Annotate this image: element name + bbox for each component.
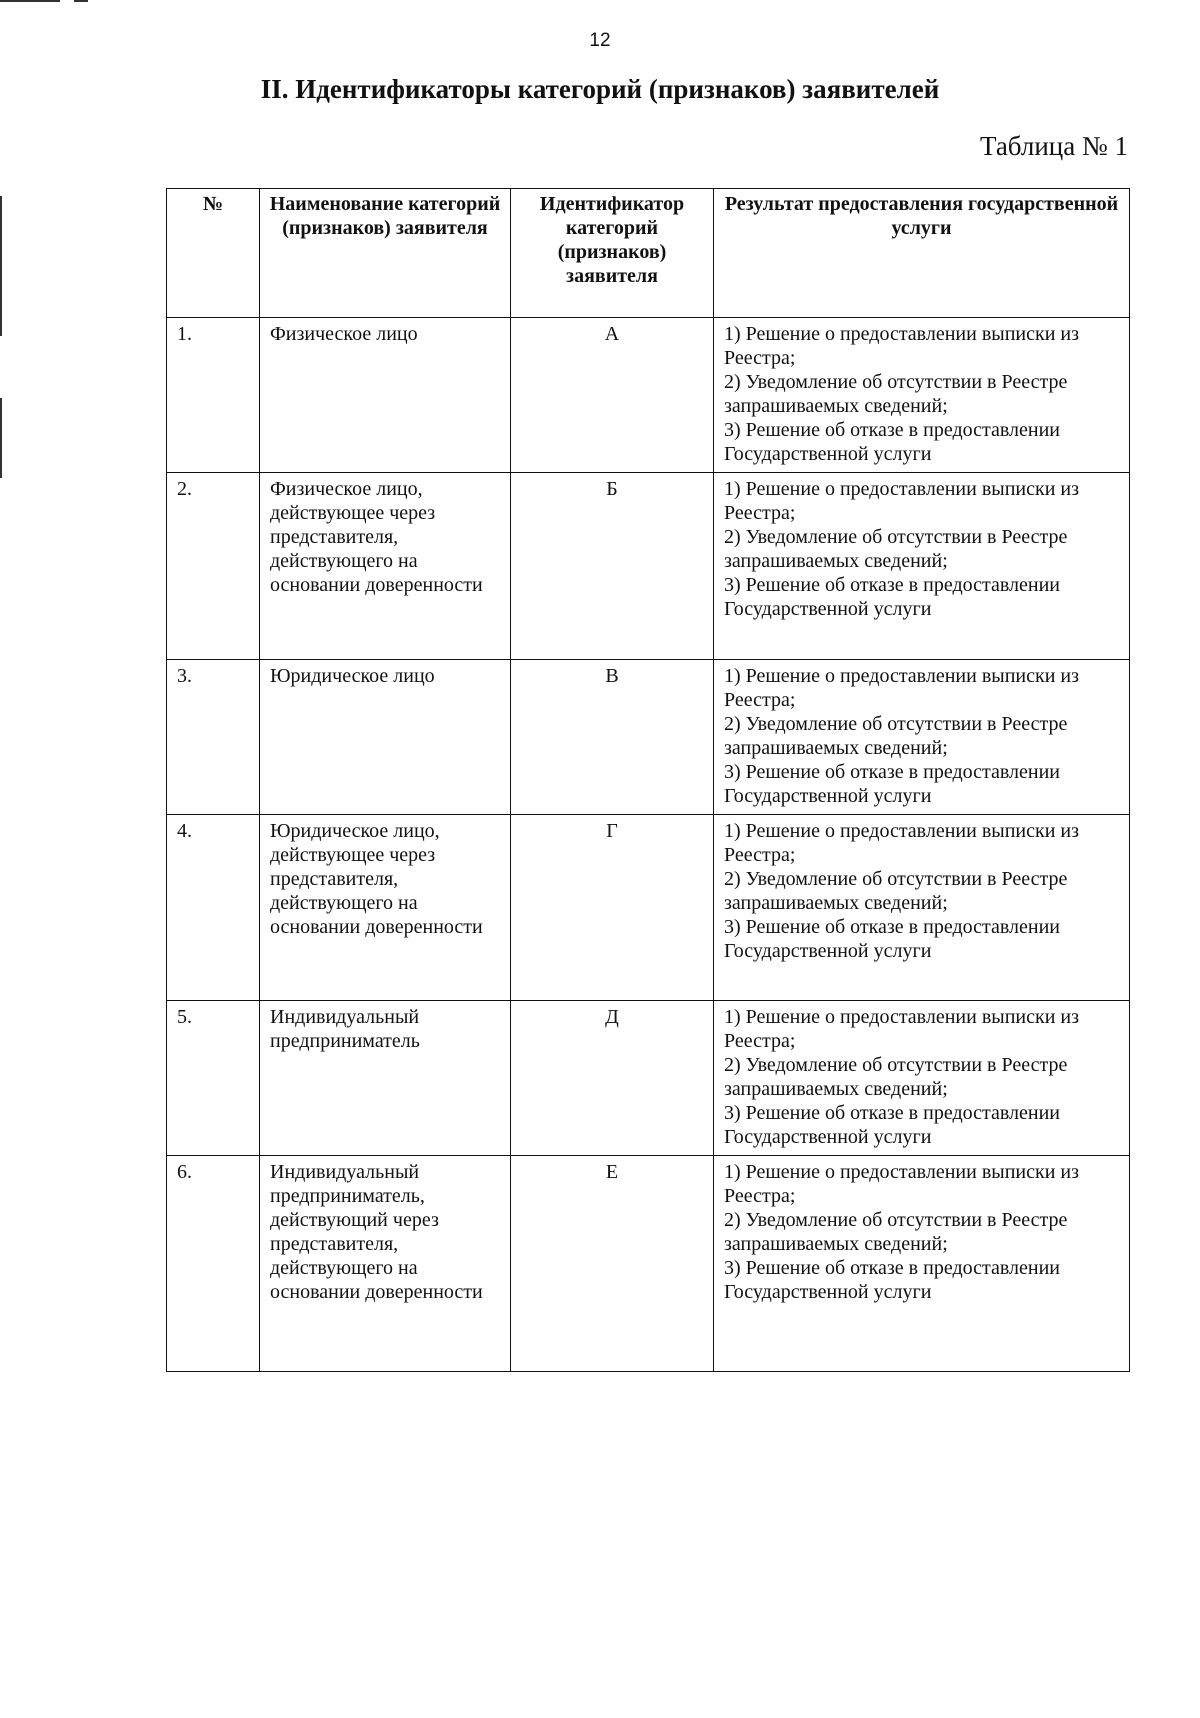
row-ident: Е [511,1156,714,1372]
table-row [167,815,1130,1001]
result-item: 1) Решение о предоставлении выписки из Реестра; [724,478,1080,524]
row-ident: Г [511,815,714,1001]
scan-mark [74,0,88,2]
result-item: 2) Уведомление об отсутствии в Реестре запрашиваемых сведений; [724,371,1068,417]
result-item: 3) Решение об отказе в предоставлении Государственной услуги [724,761,1060,807]
result-item: 3) Решение об отказе в предоставлении Государственной услуги [724,916,1060,962]
row-num: 6. [167,1156,260,1372]
row-result [714,473,1130,660]
row-num: 4. [167,815,260,1001]
table-row [167,473,1130,660]
page-number: 12 [589,30,611,51]
result-item: 3) Решение об отказе в предоставлении Государственной услуги [724,1257,1060,1303]
table-header-row [167,189,1130,318]
row-name: Юридическое лицо [260,660,511,815]
categories-table [166,188,1130,1372]
row-ident: Д [511,1001,714,1156]
scan-mark [0,0,60,2]
row-result [714,1156,1130,1372]
header-num: № [167,189,260,318]
header-result: Результат предоставления государственной услуги [714,189,1130,318]
header-ident: Идентификатор категорий (признаков) заявителя [511,189,714,318]
result-item: 2) Уведомление об отсутствии в Реестре запрашиваемых сведений; [724,713,1068,759]
result-item: 1) Решение о предоставлении выписки из Реестра; [724,1161,1080,1207]
row-result [714,318,1130,473]
row-result [714,815,1130,1001]
header-name: Наименование категорий (признаков) заявителя [260,189,511,318]
row-num: 3. [167,660,260,815]
row-ident: В [511,660,714,815]
result-item: 2) Уведомление об отсутствии в Реестре запрашиваемых сведений; [724,1209,1068,1255]
row-num: 5. [167,1001,260,1156]
row-ident: Б [511,473,714,660]
row-name: Индивидуальный предприниматель [260,1001,511,1156]
section-heading: II. Идентификаторы категорий (признаков) заявителей [260,74,940,104]
row-name: Физическое лицо [260,318,511,473]
row-num: 1. [167,318,260,473]
result-item: 3) Решение об отказе в предоставлении Государственной услуги [724,419,1060,465]
result-item: 1) Решение о предоставлении выписки из Реестра; [724,665,1080,711]
result-item: 2) Уведомление об отсутствии в Реестре запрашиваемых сведений; [724,1054,1068,1100]
row-result [714,660,1130,815]
scan-mark [0,398,2,478]
row-num: 2. [167,473,260,660]
result-item: 1) Решение о предоставлении выписки из Реестра; [724,820,1080,866]
table-row [167,1001,1130,1156]
table-row [167,318,1130,473]
row-result [714,1001,1130,1156]
row-name: Юридическое лицо, действующее через представителя, действующего на основании доверенности [260,815,511,1001]
result-item: 1) Решение о предоставлении выписки из Реестра; [724,323,1080,369]
row-name: Физическое лицо, действующее через представителя, действующего на основании доверенности [260,473,511,660]
row-ident: А [511,318,714,473]
scan-mark [0,196,2,336]
result-item: 3) Решение об отказе в предоставлении Государственной услуги [724,574,1060,620]
table-row [167,660,1130,815]
result-item: 3) Решение об отказе в предоставлении Государственной услуги [724,1102,1060,1148]
result-item: 2) Уведомление об отсутствии в Реестре запрашиваемых сведений; [724,868,1068,914]
row-name: Индивидуальный предприниматель, действующий через представителя, действующего на основании доверенности [260,1156,511,1372]
result-item: 2) Уведомление об отсутствии в Реестре запрашиваемых сведений; [724,526,1068,572]
result-item: 1) Решение о предоставлении выписки из Реестра; [724,1006,1080,1052]
table-row [167,1156,1130,1372]
table-caption: Таблица № 1 [980,131,1128,161]
